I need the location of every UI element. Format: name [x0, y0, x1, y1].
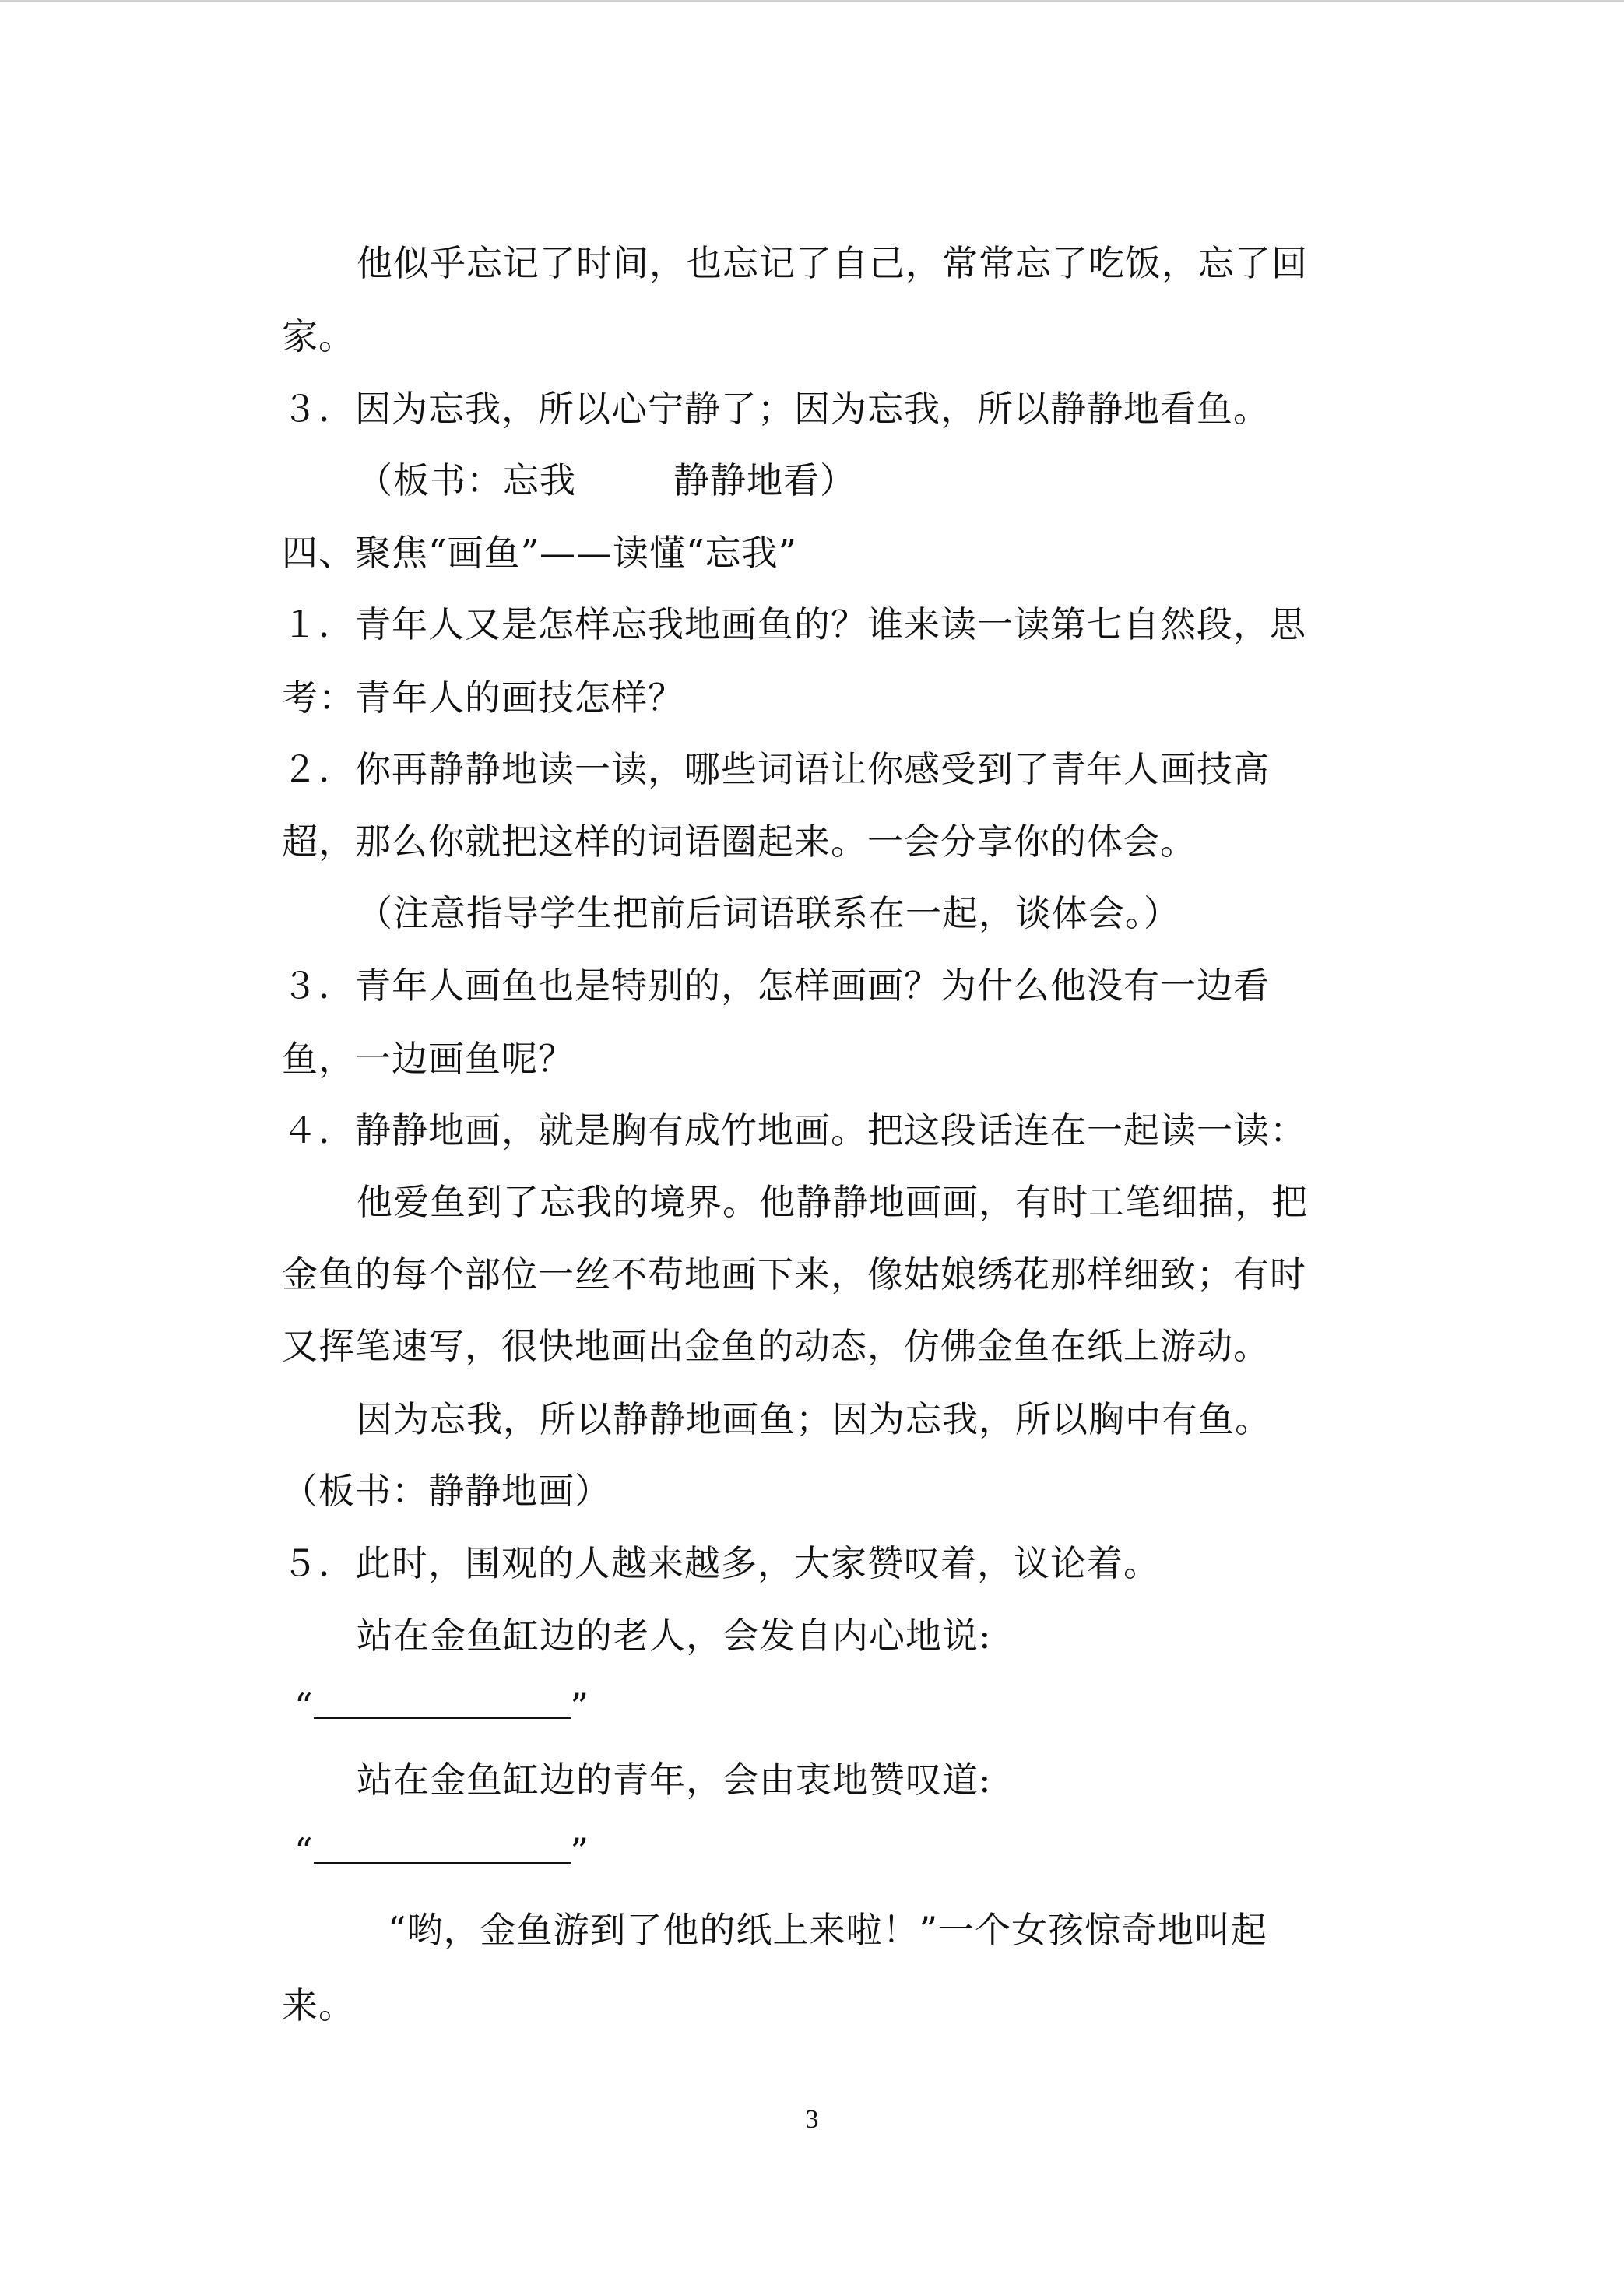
paragraph-line: “哟，金鱼游到了他的纸上来啦！”一个女孩惊奇地叫起	[388, 1909, 1268, 1951]
section-heading: 四、聚焦“画鱼”——读懂“忘我”	[282, 532, 798, 574]
quoted-passage-line: 他爱鱼到了忘我的境界。他静静地画画，有时工笔细描，把	[357, 1181, 1308, 1223]
quoted-passage-line: 金鱼的每个部位一丝不苟地画下来，像姑娘绣花那样细致；有时	[282, 1253, 1306, 1295]
list-item-2: ２．你再静静地读一读，哪些词语让你感受到了青年人画技高	[282, 748, 1270, 790]
paragraph-line: 超，那么你就把这样的词语圈起来。一会分享你的体会。	[282, 821, 1197, 863]
list-item-1: １．青年人又是怎样忘我地画鱼的？谁来读一读第七自然段，思	[282, 603, 1306, 645]
paragraph-line: 来。	[282, 1984, 355, 2026]
paragraph-line: 鱼，一边画鱼呢？	[282, 1038, 575, 1080]
answer-blank	[314, 1828, 571, 1864]
quoted-passage-line: 又挥笔速写，很快地画出金鱼的动态，仿佛金鱼在纸上游动。	[282, 1325, 1270, 1367]
blackboard-note: （板书：忘我 静静地看）	[357, 459, 856, 501]
list-item-4: ４．静静地画，就是胸有成竹地画。把这段话连在一起读一读：	[282, 1109, 1306, 1151]
list-item-5: ５．此时，围观的人越来越多，大家赞叹着，议论着。	[282, 1542, 1160, 1584]
paragraph-line: 家。	[282, 315, 355, 357]
paragraph-line: 他似乎忘记了时间，也忘记了自己，常常忘了吃饭，忘了回	[357, 242, 1308, 284]
list-item-3: ３．因为忘我，所以心宁静了；因为忘我，所以静静地看鱼。	[282, 388, 1270, 430]
paragraph-line: 考：青年人的画技怎样？	[282, 677, 684, 719]
fill-in-blank-line	[294, 1683, 589, 1730]
open-quote: “	[294, 1830, 314, 1872]
fill-in-blank-line	[294, 1828, 589, 1875]
open-quote: “	[294, 1685, 314, 1727]
answer-blank	[314, 1683, 571, 1719]
teaching-note: （注意指导学生把前后词语联系在一起，谈体会。）	[357, 892, 1180, 934]
blackboard-note: （板书：静静地画）	[282, 1470, 611, 1512]
close-quote: ”	[570, 1685, 590, 1727]
paragraph-line: 站在金鱼缸边的老人，会发自内心地说:	[357, 1615, 992, 1657]
close-quote: ”	[570, 1830, 590, 1872]
page-number: 3	[805, 2105, 819, 2134]
list-item-3: ３．青年人画鱼也是特别的，怎样画画？为什么他没有一边看	[282, 965, 1270, 1007]
top-border-line	[0, 0, 1624, 2]
paragraph-line: 站在金鱼缸边的青年，会由衷地赞叹道:	[357, 1759, 992, 1801]
paragraph-line: 因为忘我，所以静静地画鱼；因为忘我，所以胸中有鱼。	[357, 1398, 1271, 1440]
